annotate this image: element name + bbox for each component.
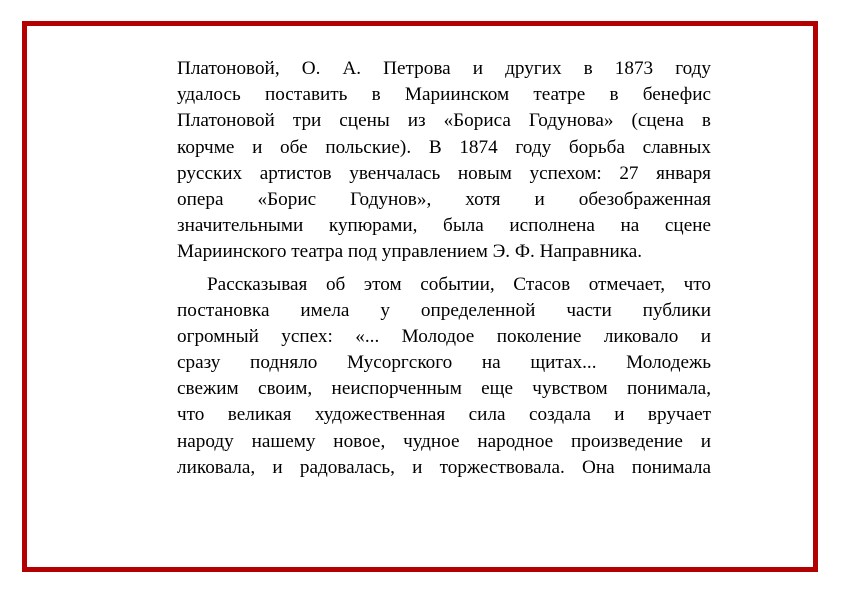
text-line: постановка имела у определенной части публики	[177, 299, 711, 321]
text-line: русских артистов увенчалась новым успехом: 27 января	[177, 162, 711, 184]
text-line: удалось поставить в Мариинском театре в бенефис	[177, 84, 711, 106]
body-text	[177, 56, 711, 481]
text-line: ликовала, и радовалась, и торжествовала. Она понимала	[177, 456, 711, 478]
paragraph-2	[177, 272, 711, 482]
text-line: свежим своим, неиспорченным еще чувством понимала,	[177, 378, 711, 400]
text-line: Мариинского театра под управлением Э. Ф. Направника.	[177, 241, 643, 263]
text-line: сразу подняло Мусоргского на щитах... Молодежь	[177, 352, 711, 374]
text-line: Платоновой, О. А. Петрова и других в 1873 году	[177, 58, 711, 79]
paragraph-1	[177, 56, 711, 266]
text-line: Рассказывая об этом событии, Стасов отмечает, что	[207, 273, 711, 295]
text-line: огромный успех: «... Молодое поколение ликовало и	[177, 325, 711, 347]
text-line: опера «Борис Годунов», хотя и обезображенная	[177, 188, 711, 210]
text-line: корчме и обе польские). В 1874 году борьба славных	[177, 136, 711, 158]
text-line: значительными купюрами, была исполнена на сцене	[177, 215, 711, 237]
text-line: народу нашему новое, чудное народное произведение и	[177, 430, 711, 452]
text-line: что великая художественная сила создала и вручает	[177, 404, 711, 426]
text-line: Платоновой три сцены из «Бориса Годунова» (сцена в	[177, 110, 711, 132]
